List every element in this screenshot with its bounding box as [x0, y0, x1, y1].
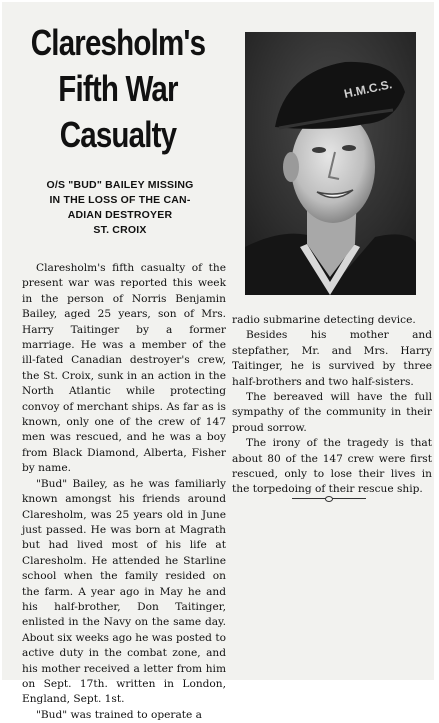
- article-paragraph: "Bud" Bailey, as he was familiarly known amongst his friends around Claresholm, was 25 years old in June just passed. He was born at Magrath but had lived most of his life at Claresholm. He attended he Starline school when the family resided on the farm. A year ago in May he and his half-brother, Don Taitinger, enlisted in the Navy on the same day. About six weeks ago he was posted to active duty in the combat zone, and his mother received a letter from him on Sept. 17th. written in London, England, Sept. 1st.: [22, 477, 226, 706]
- article-paragraph: Besides his mother and stepfather, Mr. and Mrs. Harry Taitinger, he is survived by three half-brothers and two half-sisters.: [232, 329, 432, 388]
- article-paragraph: "Bud" was trained to operate a: [36, 708, 202, 721]
- newspaper-clipping: [2, 2, 434, 721]
- subhead-line-1: O/S "BUD" BAILEY MISSING: [46, 179, 194, 191]
- subhead-line-4: ST. CROIX: [93, 224, 147, 236]
- subhead-line-3: ADIAN DESTROYER: [67, 209, 173, 221]
- subheadline: [20, 178, 220, 238]
- sailor-portrait-photo: [245, 32, 416, 295]
- end-of-article-divider: [292, 498, 366, 499]
- cap-tally-text: H.M.C.S.: [342, 77, 394, 101]
- article-paragraph: radio submarine detecting device.: [232, 314, 416, 326]
- article-paragraph: The bereaved will have the full sympathy of the community in their proud sorrow.: [232, 391, 432, 434]
- headline-line-3: Casualty: [59, 114, 177, 155]
- divider-ornament-icon: [325, 496, 333, 502]
- article-right-column: [232, 313, 432, 498]
- subhead-line-2: IN THE LOSS OF THE CAN-: [49, 194, 191, 206]
- article-left-column: [22, 261, 226, 723]
- headline: [23, 20, 213, 158]
- article-paragraph: The irony of the tragedy is that about 80 of the 147 crew were first rescued, only to lose their lives in the torpedoing of their rescue ship.: [232, 437, 432, 496]
- headline-line-2: Fifth War: [58, 68, 178, 109]
- headline-line-1: Claresholm's: [30, 22, 206, 63]
- article-paragraph: Claresholm's fifth casualty of the present war was reported this week in the person of Norris Benjamin Bailey, aged 25 years, son of Mrs. Harry Taitinger by a former marriage. He was a member of the ill-fated Canadian destroyer's crew, the St. Croix, sunk in an action in the North Atlantic while protecting convoy of merchant ships. As far as is known, only one of the crew of 147 men was rescued, and he was a boy from Black Diamond, Alberta, Fisher by name.: [22, 262, 226, 475]
